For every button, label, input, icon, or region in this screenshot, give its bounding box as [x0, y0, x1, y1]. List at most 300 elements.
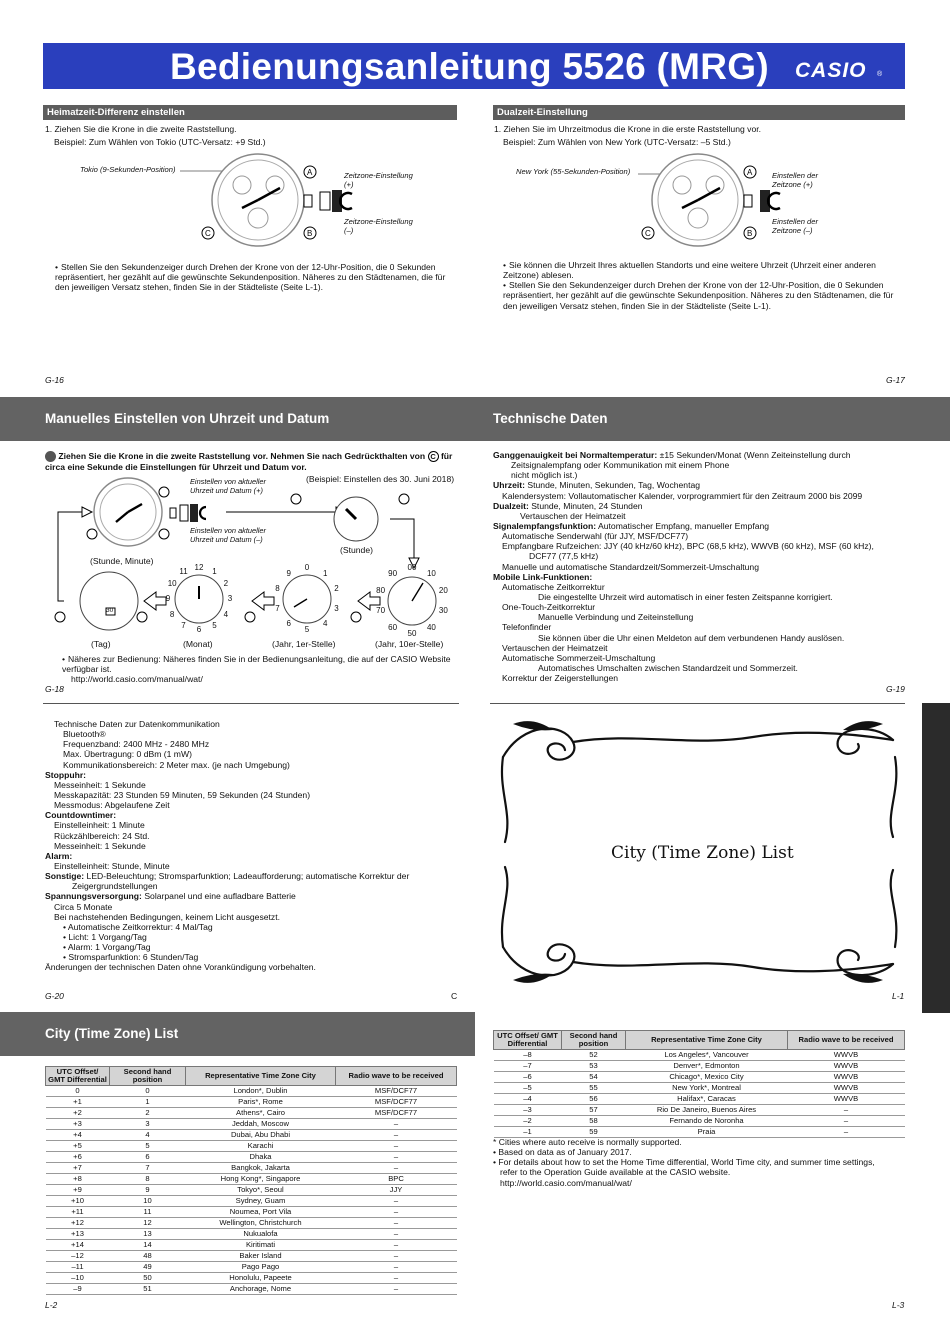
table-row — [494, 1126, 905, 1137]
spec-line — [45, 800, 457, 810]
table-cell: WWVB — [788, 1071, 905, 1082]
table-row — [46, 1184, 457, 1195]
table-cell: – — [336, 1272, 457, 1283]
spec-label: Sonstige: — [45, 871, 85, 882]
table-cell: London*, Dublin — [186, 1085, 336, 1096]
spec-value: Vertauschen der Heimatzeit — [520, 510, 626, 521]
g16-example: Beispiel: Zum Wählen von Tokio (UTC-Versatz: +9 Std.) — [54, 137, 266, 148]
dial-number: 2 — [334, 584, 339, 594]
cap-stunde: (Stunde) — [340, 545, 373, 555]
table-cell: – — [336, 1140, 457, 1151]
spec-line — [45, 770, 457, 780]
g17-label-minus: Einstellen der Zeitzone (–) — [772, 217, 819, 235]
spec-value: Automatischer Empfang, manueller Empfang — [596, 520, 770, 531]
spec-line — [45, 881, 457, 891]
table-cell: – — [336, 1217, 457, 1228]
table-cell: – — [788, 1104, 905, 1115]
col-header-city: Representative Time Zone City — [186, 1067, 336, 1086]
spec-line — [45, 942, 457, 952]
spec-line — [493, 643, 905, 653]
band-title-manual-setting: Manuelles Einstellen von Uhrzeit und Datum — [45, 411, 330, 426]
dial-number: 1 — [212, 567, 217, 577]
page-number-g20: G-20 — [45, 991, 64, 1001]
spec-value: nicht möglich ist.) — [511, 470, 578, 481]
table-cell: +2 — [46, 1107, 110, 1118]
table-cell: 48 — [110, 1250, 186, 1261]
section-heading-home-time: Heimatzeit-Differenz einstellen — [43, 105, 457, 120]
spec-value: Automatische Senderwahl (für JJY, MSF/DCF77) — [502, 531, 689, 542]
table-row — [46, 1173, 457, 1184]
table-cell: – — [336, 1195, 457, 1206]
button-c-icon: C — [428, 451, 439, 462]
spec-line — [493, 480, 905, 490]
table-cell: –8 — [494, 1049, 562, 1060]
page-number-g18: G-18 — [45, 684, 64, 694]
spec-value: Zeigergrundstellungen — [72, 881, 158, 892]
g20-tech-specs — [45, 719, 457, 973]
col-header-radio: Radio wave to be received — [336, 1067, 457, 1086]
band-title-city-list: City (Time Zone) List — [45, 1026, 179, 1041]
g18-label-minus: Einstellen von aktueller Uhrzeit und Datum (–) — [190, 526, 267, 544]
col-header-radio: Radio wave to be received — [788, 1031, 905, 1050]
document-title: Bedienungsanleitung 5526 (MRG) — [170, 46, 770, 87]
table-row — [46, 1085, 457, 1096]
table-row — [46, 1206, 457, 1217]
table-cell: +12 — [46, 1217, 110, 1228]
g19-tech-specs — [493, 450, 905, 683]
spec-line — [45, 952, 457, 962]
table-cell: +5 — [46, 1140, 110, 1151]
spec-line — [493, 491, 905, 501]
page-number-l2: L-2 — [45, 1300, 58, 1310]
spec-label: Signalempfangsfunktion: — [493, 520, 597, 531]
note-line: refer to the Operation Guide available at the CASIO website. — [500, 1167, 731, 1178]
g16-step1: 1. Ziehen Sie die Krone in die zweite Raststellung. — [45, 124, 237, 134]
spec-line — [45, 841, 457, 851]
cap-jahr10: (Jahr, 10er-Stelle) — [375, 639, 444, 649]
dial-number: 3 — [227, 594, 233, 603]
table-row — [46, 1151, 457, 1162]
spec-line — [493, 572, 905, 582]
table-cell: +1 — [46, 1096, 110, 1107]
table-cell: +4 — [46, 1129, 110, 1140]
table-cell: Kiritimati — [186, 1239, 336, 1250]
table-cell: – — [336, 1162, 457, 1173]
table-cell: MSF/DCF77 — [336, 1085, 457, 1096]
g16-steps — [45, 124, 455, 147]
band-row2 — [0, 397, 950, 441]
table-cell: Noumea, Port Vila — [186, 1206, 336, 1217]
table-row — [46, 1239, 457, 1250]
table-cell: 11 — [110, 1206, 186, 1217]
spec-line — [493, 460, 905, 470]
dial-number: 2 — [223, 578, 229, 588]
table-cell: MSF/DCF77 — [336, 1107, 457, 1118]
dial-number: 6 — [196, 625, 202, 634]
divider-l1 — [490, 703, 905, 704]
dial-number: 1 — [322, 568, 328, 578]
page-number-g16: G-16 — [45, 375, 64, 385]
note-line: * Cities where auto receive is normally supported. — [493, 1137, 682, 1147]
table-row — [46, 1162, 457, 1173]
table-row — [46, 1096, 457, 1107]
table-cell: WWVB — [788, 1082, 905, 1093]
spec-value: Max. Übertragung: 0 dBm (1 mW) — [63, 749, 192, 760]
spec-value: Empfangbare Rufzeichen: JJY (40 kHz/60 kHz), BPC (68,5 kHz), WWVB (60 kHz), MSF (60 kHz), — [502, 541, 874, 552]
casio-logo: CASIO — [795, 59, 867, 82]
table-cell: Los Angeles*, Vancouver — [626, 1049, 788, 1060]
table-cell: Jeddah, Moscow — [186, 1118, 336, 1129]
col-header-offset: UTC Offset/ GMT Differential — [494, 1031, 562, 1050]
table-cell: +3 — [46, 1118, 110, 1129]
spec-value: LED-Beleuchtung; Stromsparfunktion; Ladeaufforderung; automatische Korrektur der — [84, 871, 410, 882]
g17-label-plus: Einstellen der Zeitzone (+) — [772, 171, 819, 189]
table-cell: 9 — [110, 1184, 186, 1195]
svg-text:A: A — [747, 168, 753, 177]
table-cell: 49 — [110, 1261, 186, 1272]
cap-monat: (Monat) — [183, 639, 213, 649]
table-row — [494, 1093, 905, 1104]
g17-note1: • Sie können die Uhrzeit Ihres aktuellen Standorts und eine weitere Uhrzeit (Uhrzeit einer anderen Zeitzone) ablesen. — [503, 260, 903, 280]
table-cell: +6 — [46, 1151, 110, 1162]
spec-line — [493, 592, 905, 602]
table-cell: –2 — [494, 1115, 562, 1126]
dial-number: 60 — [388, 622, 398, 632]
table-cell: 2 — [110, 1107, 186, 1118]
spec-value: Stunde, Minuten, Sekunden, Tag, Wochentag — [525, 480, 701, 491]
dial-number: 8 — [275, 584, 280, 594]
table-cell: Denver*, Edmonton — [626, 1060, 788, 1071]
spec-line — [45, 902, 457, 912]
table-cell: – — [336, 1151, 457, 1162]
svg-text:B: B — [747, 229, 753, 238]
table-cell: 12 — [110, 1217, 186, 1228]
spec-value: Bluetooth® — [63, 729, 106, 740]
table-cell: Halifax*, Caracas — [626, 1093, 788, 1104]
table-row — [494, 1049, 905, 1060]
table-row — [46, 1272, 457, 1283]
table-row — [46, 1118, 457, 1129]
spec-value: Solarpanel und eine aufladbare Batterie — [141, 891, 296, 902]
col-header-second: Second hand position — [110, 1067, 186, 1086]
col-header-offset: UTC Offset/ GMT Differential — [46, 1067, 110, 1086]
table-cell: Wellington, Christchurch — [186, 1217, 336, 1228]
table-cell: BPC — [336, 1173, 457, 1184]
spec-line — [493, 521, 905, 531]
table-cell: –6 — [494, 1071, 562, 1082]
table-cell: 53 — [562, 1060, 626, 1071]
divider-g20 — [43, 703, 459, 704]
band-title-tech-data: Technische Daten — [493, 411, 608, 426]
table-cell: –1 — [494, 1126, 562, 1137]
spec-line — [493, 541, 905, 551]
g17-step1: 1. Ziehen Sie im Uhrzeitmodus die Krone in die erste Raststellung vor. — [494, 124, 762, 134]
spec-label: Spannungsversorgung: — [45, 891, 142, 902]
table-cell: –7 — [494, 1060, 562, 1071]
table-cell: – — [788, 1126, 905, 1137]
spec-value: Messeinheit: 1 Sekunde — [54, 840, 146, 851]
table-row — [494, 1060, 905, 1071]
table-row — [494, 1071, 905, 1082]
table-cell: Hong Kong*, Singapore — [186, 1173, 336, 1184]
city-list-title: City (Time Zone) List — [611, 843, 794, 863]
spec-line — [493, 450, 905, 460]
page-number-g17: G-17 — [886, 375, 905, 385]
spec-line — [45, 912, 457, 922]
spec-value: Stunde, Minuten, 24 Stunden — [528, 500, 643, 511]
registered-mark: ® — [877, 71, 883, 78]
spec-line — [493, 622, 905, 632]
table-cell: Nukualofa — [186, 1228, 336, 1239]
table-cell: – — [336, 1129, 457, 1140]
table-cell: +7 — [46, 1162, 110, 1173]
table-cell: – — [336, 1228, 457, 1239]
dial-number: 3 — [334, 603, 339, 613]
spec-value: Rückzählbereich: 24 Std. — [54, 830, 150, 841]
spec-line — [493, 633, 905, 643]
table-cell: +10 — [46, 1195, 110, 1206]
spec-line — [45, 810, 457, 820]
g16-label-plus: Zeitzone-Einstellung (+) — [344, 171, 413, 189]
spec-value: One-Touch-Zeitkorrektur — [502, 602, 596, 613]
dial-number: 90 — [388, 569, 398, 579]
note-line: http://world.casio.com/manual/wat/ — [500, 1177, 632, 1188]
spec-value: Vertauschen der Heimatzeit — [502, 642, 608, 653]
dial-number: 10 — [167, 578, 177, 588]
g17-city-label: New York (55-Sekunden-Position) — [516, 167, 631, 176]
spec-line — [493, 531, 905, 541]
spec-line — [493, 612, 905, 622]
table-cell: – — [788, 1115, 905, 1126]
table-row — [46, 1250, 457, 1261]
spec-value: ±15 Sekunden/Monat (Wenn Zeiteinstellung durch — [657, 450, 851, 460]
dial-number: 9 — [165, 594, 171, 603]
table-cell: Tokyo*, Seoul — [186, 1184, 336, 1195]
spec-value: Circa 5 Monate — [54, 901, 113, 912]
dial-number: 6 — [286, 619, 291, 629]
table-cell: New York*, Montreal — [626, 1082, 788, 1093]
spec-line — [45, 790, 457, 800]
spec-line — [45, 831, 457, 841]
table-cell: – — [336, 1206, 457, 1217]
spec-label: Dualzeit: — [493, 500, 529, 511]
l3-notes — [493, 1137, 905, 1188]
spec-value: Manuelle Verbindung und Zeiteinstellung — [538, 612, 694, 623]
g17-example: Beispiel: Zum Wählen von New York (UTC-Versatz: –5 Std.) — [503, 137, 731, 148]
g20-corner-mark: C — [451, 991, 458, 1001]
note-line: • For details about how to set the Home Time differential, World Time city, and summer time settings, — [493, 1157, 875, 1168]
spec-line — [45, 861, 457, 871]
table-cell: 59 — [562, 1126, 626, 1137]
table-cell: Rio De Janeiro, Buenos Aires — [626, 1104, 788, 1115]
spec-line — [45, 922, 457, 932]
table-cell: Honolulu, Papeete — [186, 1272, 336, 1283]
table-row — [46, 1129, 457, 1140]
spec-value: Manuelle und automatische Standardzeit/Sommerzeit-Umschaltung — [502, 561, 759, 572]
spec-value: • Stromsparfunktion: 6 Stunden/Tag — [63, 952, 199, 963]
spec-line — [45, 871, 457, 881]
table-cell: +13 — [46, 1228, 110, 1239]
spec-line — [45, 729, 457, 739]
table-cell: –4 — [494, 1093, 562, 1104]
table-cell: Fernando de Noronha — [626, 1115, 788, 1126]
table-cell: 6 — [110, 1151, 186, 1162]
dial-number: 50 — [407, 629, 417, 638]
spec-value: Einstelleinheit: Stunde, Minute — [54, 860, 170, 871]
table-cell: 13 — [110, 1228, 186, 1239]
table-row — [494, 1115, 905, 1126]
spec-line — [45, 891, 457, 901]
table-cell: 5 — [110, 1140, 186, 1151]
spec-value: Einstelleinheit: 1 Minute — [54, 820, 145, 831]
g18-intro-text: Ziehen Sie die Krone in die zweite Raststellung vor. Nehmen Sie nach Gedrückthalten von — [58, 451, 426, 461]
page-number-g19: G-19 — [886, 684, 905, 694]
table-cell: Karachi — [186, 1140, 336, 1151]
band-city-list — [0, 1012, 475, 1056]
spec-value: Korrektur der Zeigerstellungen — [502, 673, 619, 684]
dial-number: 30 — [438, 606, 448, 616]
spec-value: Die eingestellte Uhrzeit wird automatisch in einer festen Zeitspanne korrigiert. — [538, 591, 833, 602]
spec-line — [493, 562, 905, 572]
g18-label-plus: Einstellen von aktueller Uhrzeit und Datum (+) — [190, 477, 267, 495]
spec-label: Countdowntimer: — [45, 810, 117, 821]
table-cell: – — [336, 1283, 457, 1294]
table-cell: Bangkok, Jakarta — [186, 1162, 336, 1173]
table-cell: 56 — [562, 1093, 626, 1104]
g18-example: (Beispiel: Einstellen des 30. Juni 2018) — [306, 474, 455, 484]
spec-line — [45, 820, 457, 830]
dial-number: 4 — [223, 609, 229, 619]
spec-value: • Alarm: 1 Vorgang/Tag — [63, 942, 151, 953]
table-cell: Anchorage, Nome — [186, 1283, 336, 1294]
title-bar — [43, 43, 905, 89]
table-cell: – — [336, 1250, 457, 1261]
table-cell: 0 — [46, 1085, 110, 1096]
timezone-table-2 — [493, 1030, 905, 1138]
table-cell: 4 — [110, 1129, 186, 1140]
g17-notes — [503, 260, 903, 311]
spec-value: Telefonfinder — [502, 622, 552, 633]
table-cell: WWVB — [788, 1060, 905, 1071]
table-row — [494, 1104, 905, 1115]
table-cell: Dubai, Abu Dhabi — [186, 1129, 336, 1140]
spec-label: Mobile Link-Funktionen: — [493, 571, 593, 582]
table-cell: –10 — [46, 1272, 110, 1283]
table-cell: 8 — [110, 1173, 186, 1184]
spec-line — [45, 780, 457, 790]
spec-value: Zeitsignalempfang oder Kommunikation mit einem Phone — [511, 460, 730, 471]
table-cell: 50 — [110, 1272, 186, 1283]
spec-line — [45, 760, 457, 770]
g17-steps — [494, 124, 904, 147]
spec-line — [45, 719, 457, 729]
spec-line — [45, 739, 457, 749]
g18-intro — [45, 451, 457, 472]
spec-line — [493, 551, 905, 561]
table-row — [46, 1107, 457, 1118]
svg-text:C: C — [205, 229, 211, 238]
table-cell: WWVB — [788, 1049, 905, 1060]
dial-number: 10 — [426, 569, 436, 579]
table-cell: Chicago*, Mexico City — [626, 1071, 788, 1082]
table-cell: Athens*, Cairo — [186, 1107, 336, 1118]
table-cell: – — [336, 1118, 457, 1129]
spec-value: Messmodus: Abgelaufene Zeit — [54, 800, 170, 811]
g16-label-minus: Zeitzone-Einstellung (–) — [344, 217, 413, 235]
spec-line — [493, 470, 905, 480]
table-cell: 0 — [110, 1085, 186, 1096]
dial-number: 00 — [407, 563, 417, 572]
timezone-table-1 — [45, 1066, 457, 1295]
col-header-second: Second hand position — [562, 1031, 626, 1050]
dial-number: 12 — [194, 563, 204, 572]
svg-text:B: B — [307, 229, 313, 238]
dial-number: 11 — [179, 567, 188, 577]
dial-number: 70 — [376, 606, 386, 616]
spec-value: DCF77 (77,5 kHz) — [529, 551, 599, 562]
table-cell: – — [336, 1261, 457, 1272]
spec-line — [45, 962, 457, 972]
dial-number: 40 — [426, 622, 436, 632]
page-number-l3: L-3 — [892, 1300, 905, 1310]
table-cell: –12 — [46, 1250, 110, 1261]
table-cell: 55 — [562, 1082, 626, 1093]
dial-number: 20 — [438, 585, 448, 595]
spec-value: Technische Daten zur Datenkommunikation — [54, 719, 220, 729]
dial-number: 5 — [212, 620, 217, 630]
day-window-value: 30 — [106, 607, 114, 614]
table-cell: WWVB — [788, 1093, 905, 1104]
table-cell: 3 — [110, 1118, 186, 1129]
dial-number: 4 — [322, 619, 328, 629]
table-cell: 58 — [562, 1115, 626, 1126]
spec-value: Automatisches Umschalten zwischen Standardzeit und Sommerzeit. — [538, 662, 798, 673]
spec-line — [45, 749, 457, 759]
table-cell: Sydney, Guam — [186, 1195, 336, 1206]
spec-value: Bei nachstehenden Bedingungen, keinem Licht ausgesetzt. — [54, 911, 280, 922]
spec-line — [493, 511, 905, 521]
table-cell: –11 — [46, 1261, 110, 1272]
col-header-city: Representative Time Zone City — [626, 1031, 788, 1050]
dial-number: 7 — [275, 603, 280, 613]
dial-number: 5 — [304, 625, 310, 634]
spec-value: Messeinheit: 1 Sekunde — [54, 779, 146, 790]
table-row — [46, 1261, 457, 1272]
g16-note — [55, 262, 455, 292]
spec-line — [493, 673, 905, 683]
svg-text:A: A — [307, 168, 313, 177]
table-cell: +14 — [46, 1239, 110, 1250]
cap-tag: (Tag) — [91, 639, 111, 649]
table-row — [46, 1195, 457, 1206]
note-line: • Based on data as of January 2017. — [493, 1147, 632, 1158]
table-row — [46, 1217, 457, 1228]
spec-value: Automatische Sommerzeit-Umschaltung — [502, 652, 656, 663]
spec-value: Kalendersystem: Vollautomatischer Kalender, vorprogrammiert für den Zeitraum 2000 bis 2099 — [502, 490, 863, 501]
table-cell: –5 — [494, 1082, 562, 1093]
table-cell: 7 — [110, 1162, 186, 1173]
spec-value: Kommunikationsbereich: 2 Meter max. (je nach Umgebung) — [63, 759, 290, 770]
section-heading-dual-time: Dualzeit-Einstellung — [493, 105, 905, 120]
table-cell: Baker Island — [186, 1250, 336, 1261]
table-cell: 10 — [110, 1195, 186, 1206]
cap-stunde-minute: (Stunde, Minute) — [90, 556, 154, 566]
table-cell: 54 — [562, 1071, 626, 1082]
table-row — [46, 1140, 457, 1151]
spec-label: Uhrzeit: — [493, 480, 525, 491]
g16-note-text: • Stellen Sie den Sekundenzeiger durch Drehen der Krone von der 12-Uhr-Position, die 0 Sekunden repräsentiert, her gezählt auf die gewünschte Sekundenposition. Näheres zu den Städtenamen, die für den jeweiligen Versatz stehen, finden Sie in der Städteliste (Seite L-1). — [55, 262, 455, 292]
table-cell: –9 — [46, 1283, 110, 1294]
